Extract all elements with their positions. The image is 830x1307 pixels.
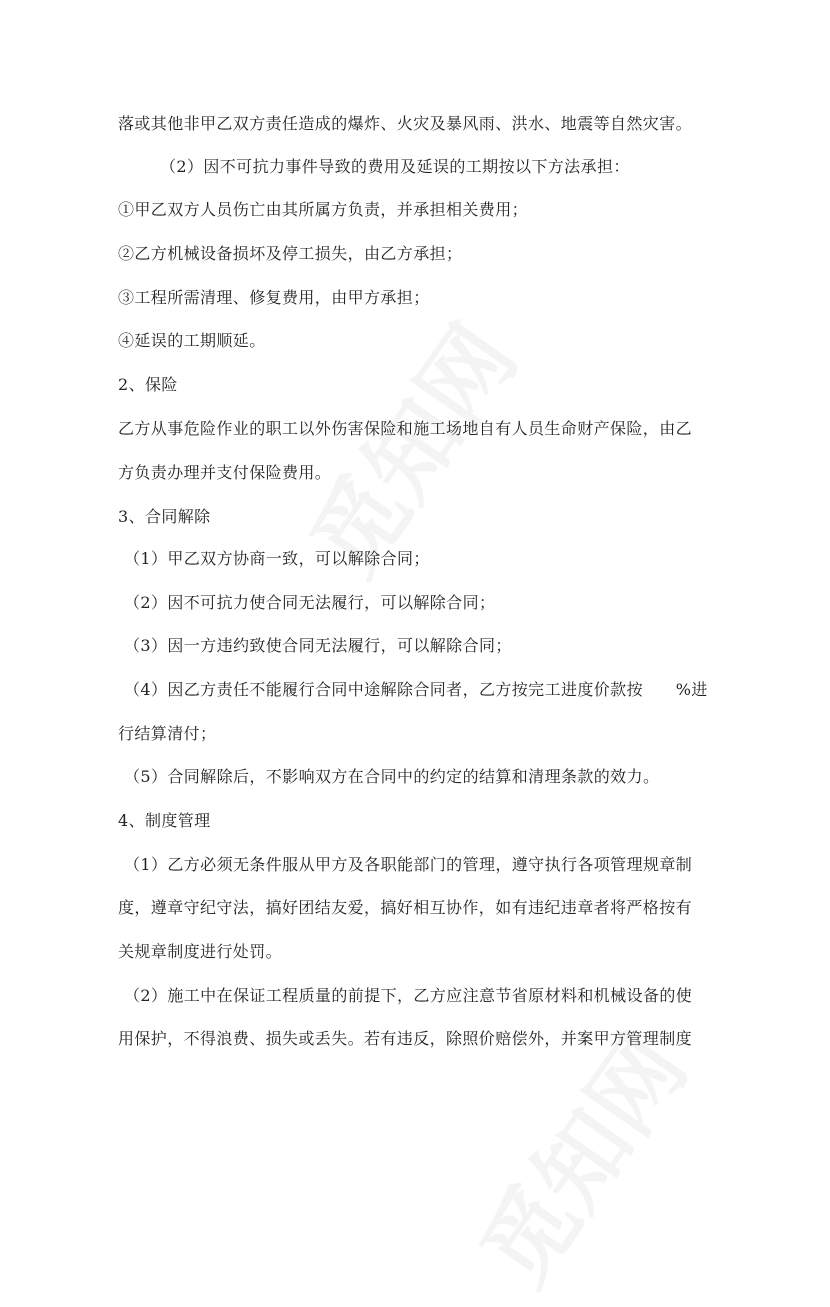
paragraph-line: （2）因不可抗力事件导致的费用及延误的工期按以下方法承担： xyxy=(160,157,630,176)
list-item: ④延误的工期顺延。 xyxy=(118,331,266,350)
paragraph-line: 关规章制度进行处罚。 xyxy=(118,942,283,961)
paragraph-line: 乙方从事危险作业的职工以外伤害保险和施工场地自有人员生命财产保险，由乙 xyxy=(118,419,693,438)
list-item: （5）合同解除后，不影响双方在合同中的约定的结算和清理条款的效力。 xyxy=(124,767,660,786)
list-item: （2）施工中在保证工程质量的前提下，乙方应注意节省原材料和机械设备的使 xyxy=(124,986,693,1005)
paragraph-line: 行结算清付； xyxy=(118,724,217,743)
list-item: （1）甲乙双方协商一致，可以解除合同； xyxy=(124,549,430,568)
paragraph-line: 方负责办理并支付保险费用。 xyxy=(118,463,332,482)
section-heading: 4、制度管理 xyxy=(118,811,211,830)
list-item: （3）因一方违约致使合同无法履行，可以解除合同； xyxy=(124,636,512,655)
section-heading: 3、合同解除 xyxy=(118,507,211,526)
list-item: ①甲乙双方人员伤亡由其所属方负责，并承担相关费用； xyxy=(118,200,529,219)
list-item: （2）因不可抗力使合同无法履行，可以解除合同； xyxy=(124,593,496,612)
paragraph-line: 度，遵章守纪守法，搞好团结友爱，搞好相互协作，如有违纪违章者将严格按有 xyxy=(118,898,693,917)
list-item: ③工程所需清理、修复费用，由甲方承担； xyxy=(118,288,430,307)
section-heading: 2、保险 xyxy=(118,375,178,394)
list-item: （1）乙方必须无条件服从甲方及各职能部门的管理，遵守执行各项管理规章制 xyxy=(124,855,693,874)
paragraph-line: 落或其他非甲乙双方责任造成的爆炸、火灾及暴风雨、洪水、地震等自然灾害。 xyxy=(118,114,693,133)
paragraph-line: 用保护，不得浪费、损失或丢失。若有违反，除照价赔偿外，并案甲方管理制度 xyxy=(118,1029,693,1048)
watermark xyxy=(445,1005,711,1307)
list-item: （4）因乙方责任不能履行合同中途解除合同者，乙方按完工进度价款按 %进 xyxy=(124,680,708,699)
list-item: ②乙方机械设备损坏及停工损失，由乙方承担； xyxy=(118,244,463,263)
